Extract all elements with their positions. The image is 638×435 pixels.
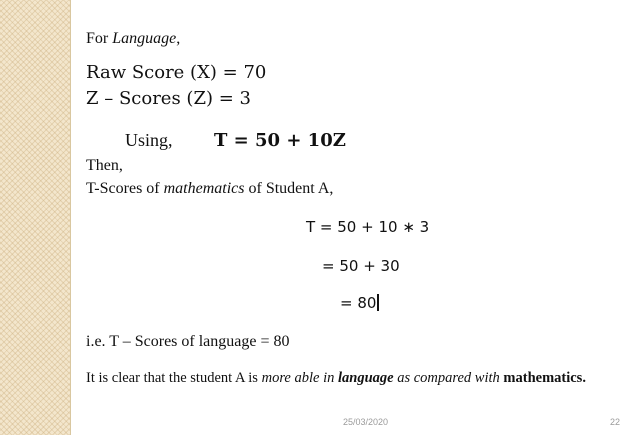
text-cursor [377,294,379,311]
page-number: 22 [610,417,621,427]
using-label: Using, [125,130,173,150]
then-label: Then, [86,157,123,174]
t-formula: T = 50 + 10Z [214,130,346,151]
conclusion-line: It is clear that the student A is more able in language as compared with mathematics. [86,370,586,386]
calc-step-3: = 80 [340,294,379,312]
z-score-line: Z – Scores (Z) = 3 [86,88,251,109]
calc-step-2: = 50 + 30 [322,257,400,275]
raw-score-line: Raw Score (X) = 70 [86,62,267,83]
footer-date: 25/03/2020 [343,417,389,427]
left-divider [70,0,71,435]
calc-step-1: T = 50 + 10 ∗ 3 [306,218,430,236]
result-line: i.e. T – Scores of language = 80 [86,333,290,350]
decorative-left-band [0,0,70,435]
language-heading: For Language, [86,30,181,47]
tscore-heading: T-Scores of mathematics of Student A, [86,180,334,197]
